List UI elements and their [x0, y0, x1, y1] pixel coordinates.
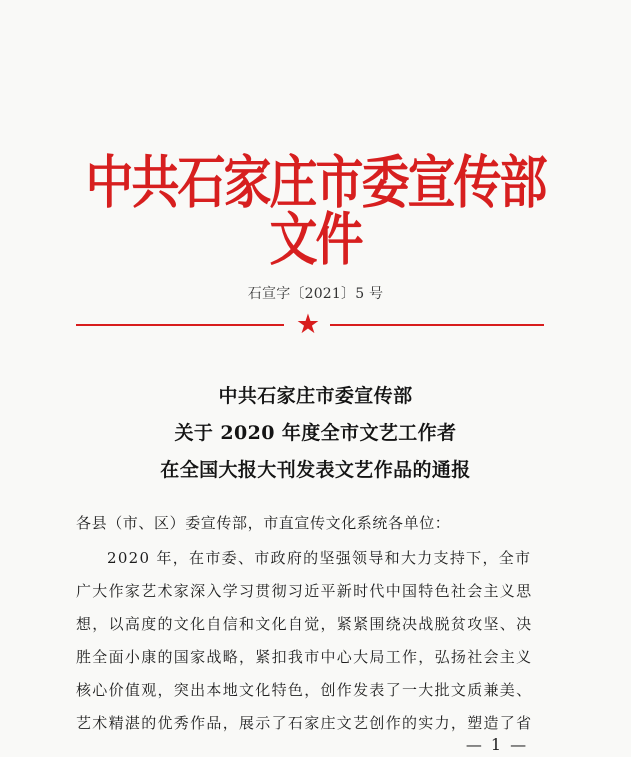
body-line: 广大作家艺术家深入学习贯彻习近平新时代中国特色社会主义思: [76, 582, 533, 600]
document-number: 石宣字〔2021〕5 号: [247, 286, 384, 302]
title-line: 在全国大报大刊发表文艺作品的通报: [160, 459, 471, 481]
divider-right-line: [330, 324, 544, 326]
red-star-icon: ★: [295, 309, 321, 340]
document-title: [0, 378, 631, 489]
body-line: 想，以高度的文化自信和文化自觉，紧紧围绕决战脱贫攻坚、决: [76, 615, 533, 633]
title-line: 中共石家庄市委宣传部: [218, 385, 413, 407]
page-number: — 1 —: [465, 735, 529, 754]
salutation: 各县（市、区）委宣传部，市直宣传文化系统各单位：: [76, 514, 451, 532]
divider-left-line: [76, 324, 284, 326]
body-line: 胜全面小康的国家战略，紧扣我市中心大局工作，弘扬社会主义: [76, 648, 533, 666]
body-line: 2020 年，在市委、市政府的坚强领导和大力支持下，全市: [107, 549, 532, 567]
title-line: 关于 2020 年度全市文艺工作者: [174, 422, 457, 444]
body-text: [76, 542, 558, 740]
body-line: 核心价值观，突出本地文化特色，创作发表了一大批文质兼美、: [76, 681, 533, 699]
document-header: 中共石家庄市委宣传部文件: [85, 150, 546, 273]
header-divider: [76, 309, 544, 340]
body-line: 艺术精湛的优秀作品，展示了石家庄文艺创作的实力，塑造了省: [76, 714, 533, 732]
